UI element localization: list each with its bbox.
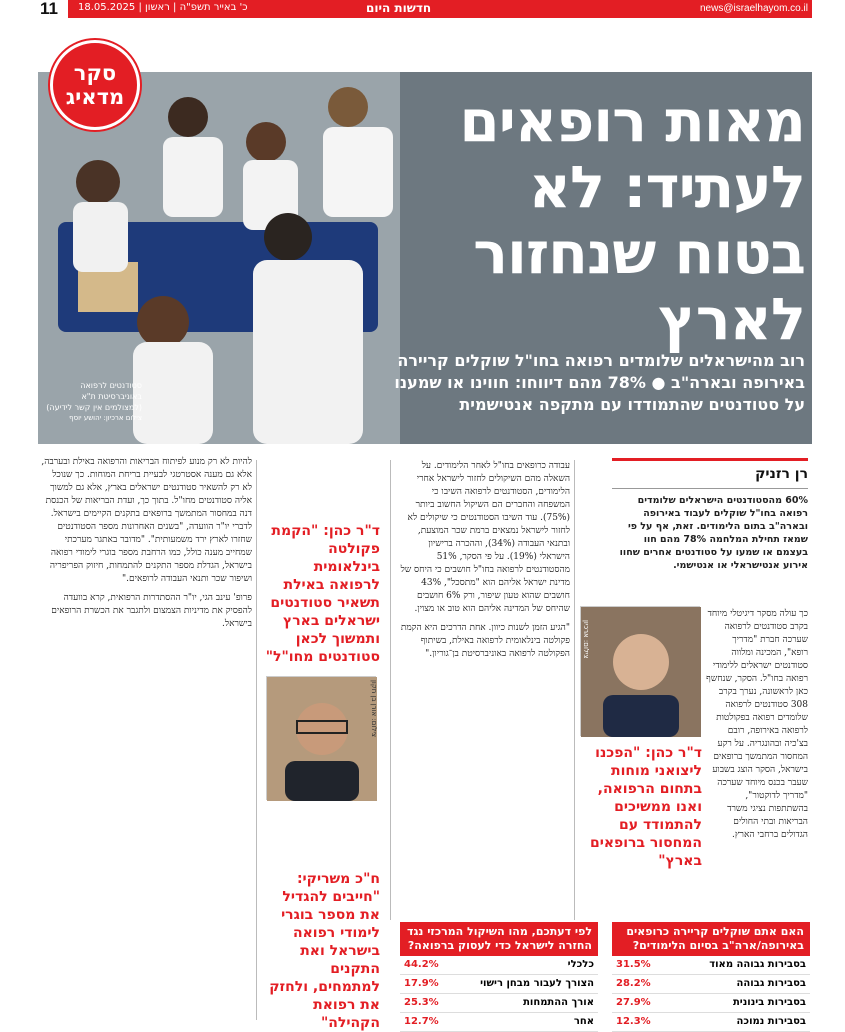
poll-label: בסבירות גבוהה <box>736 978 806 989</box>
cohen-photo <box>580 606 700 736</box>
caption-credit: צילום ארכיון: יהושע יוסף <box>69 414 142 422</box>
body-paragraph: פרופ' עינב הגי, יו"ר ההסתדרות הרפואית, קרא בוועדה להפסיק את מדיניות הצמצום ולתגבר את הכשרת הרופאים בישראל. <box>51 593 252 629</box>
headline: מאות רופאים לעתיד: לא בטוח שנחזור לארץ <box>459 87 805 353</box>
article-column-2 <box>400 460 570 912</box>
pull-quote-cohen <box>580 744 702 870</box>
photo-credit: צילום: ארכיון <box>582 620 590 659</box>
poll-row <box>400 994 598 1013</box>
body-paragraph: "הגיע הזמן לשנות כיוון. אחת הדרכים היא הקמת פקולטה בינלאומית לרפואה באילת, בשיתוף הפקולטה לרפואה באוניברסיטת בן־גוריון." <box>400 623 570 659</box>
quote-speaker: ד"ר כהן: <box>645 745 702 761</box>
poll-row <box>400 975 598 994</box>
poll-row <box>400 1013 598 1032</box>
poll-percent: 17.9% <box>404 978 439 989</box>
poll-percent: 25.3% <box>404 997 439 1008</box>
column-divider <box>390 460 391 920</box>
quote-text: "הפכנו ליצואני מוחות בתחום הרפואה, ואנו ממשיכים להתמודד עם המחסור ברופאים בארץ" <box>589 745 702 869</box>
body-paragraph: להיות לא רק מנוע לפיתוח הבריאות והרפואה באילת ובערבה, אלא גם מענה אסטרטגי לבעיית בריחת המוחות. כך שנוכל לא רק להשאיר סטודנטים ישראלים בארץ, אלא גם למשוך אליה סטודנטים מחו"ל. בתוך כך, ועדת הבריאות של הכנסת דנה במחסור המתמשך ברופאים בתקנים הקיימים בישראל. לדברי יו"ר הוועדה, "בשנים האחרונות מספר הסטודנטים שחזרו לארץ ירד משמעותית". "מדובר באתגר מערכתי שמחייב מענה כולל, כמו הרחבת מספר בוגרי לימודי רפואה בישראל, הגדלת מספר התקנים להתמחות, חיזוק הפריפריה ושיפור שכר ותנאי העבודה לרופאים." <box>41 457 252 584</box>
page-number: 11 <box>40 0 58 18</box>
poll-row <box>400 956 598 975</box>
badge-line1: סקר <box>73 61 117 85</box>
caption-line: סטודנטים לרפואה <box>80 381 142 390</box>
poll-percent: 12.3% <box>616 1016 651 1027</box>
poll-label: בסבירות בינונית <box>732 997 806 1008</box>
lead-paragraph: 60% מהסטודנטים הישראלים שלומדים רפואה בחו"ל שוקלים לעבוד באירופה ובארה"ב בתום הלימודים. זאת, אף על פי שמאז תחילת המלחמה 78% מהם חוו בעצמם או שמעו על סטודנטים אחרים שחוו אירוע אנטישראלי או אנטישמי. <box>619 495 808 571</box>
poll-row <box>612 1013 810 1032</box>
subhead-line: רוב מהישראלים שלומדים רפואה בחו"ל שוקלים קריירה <box>397 351 805 370</box>
badge-line2: מדאיג <box>65 85 125 109</box>
subheadline <box>385 350 805 416</box>
subhead-line: על סטודנטים שהתמודדו עם מתקפה אנטישמית <box>459 395 805 414</box>
poll-row <box>612 994 810 1013</box>
survey-badge <box>50 40 140 130</box>
quote-speaker: ח"כ משריקי: <box>296 871 380 887</box>
quote-text: "חייבים להגדיל את מספר בוגרי לימודי רפואה בישראל ואת התקנים למתמחים, ולחזק את רפואת הקהילה" <box>269 889 380 1031</box>
poll-title: לפי דעתכם, מהו השיקול המרכזי נגד החזרה לישראל כדי לעסוק ברפואה? <box>400 922 598 956</box>
pull-quote-cohen-upper <box>262 522 380 666</box>
photo-caption <box>42 380 142 424</box>
poll-row <box>612 975 810 994</box>
poll-label: אורך ההתמחות <box>523 997 594 1008</box>
poll-label: כלכלי <box>567 959 594 970</box>
column-divider <box>256 460 257 1020</box>
poll-percent: 12.7% <box>404 1016 439 1027</box>
poll-label: הצורך לעבור מבחן רישוי <box>480 978 594 989</box>
author-byline: רן רזניק <box>755 466 808 482</box>
divider <box>612 488 808 489</box>
contact-email[interactable]: news@israelhayom.co.il <box>700 3 808 14</box>
poll-title: האם אתם שוקלים קריירה כרופאים באירופה/ארה"ב בסיום הלימודים? <box>612 922 810 956</box>
caption-line: (למצולמים אין קשר לידיעה) <box>46 403 142 412</box>
body-paragraph: עבודה כרופאים בחו"ל לאחר הלימודים. על השאלה מהם השיקולים לחזור לישראל אחרי הלימודים, הסטודנטים לרפואה השיבו כי המשפחה והחברים הם השיקול החשוב ביותר (75%). עוד השיבו הסטודנטים כי שיקולים לא לחזור לישראל נמצאים ברמת שכר המוצעת, ובתנאי העבודה (34%), וההכרה ברישיון הישראלי (19%). על פי הסקר, 51% מהסטודנטים לרפואה בחו"ל חושבים כי היחס של מדינת ישראל אליהם הוא "מתסכל", 43% חושבים שהוא טעון שיפור, ורק 6% חושבים שהיחס של המדינה אליהם הוא טוב או מצוין. <box>400 461 570 614</box>
poll-label: בסבירות גבוהה מאוד <box>709 959 806 970</box>
article-column-3 <box>40 456 252 1022</box>
section-logo: חדשות היום <box>366 1 432 15</box>
photo-credit: צילום: אורן בן חקון <box>370 680 378 738</box>
poll-label: בסבירות נמוכה <box>736 1016 806 1027</box>
poll-percent: 44.2% <box>404 959 439 970</box>
author-rule <box>612 458 808 461</box>
poll-percent: 31.5% <box>616 959 651 970</box>
poll-label: אחר <box>573 1016 594 1027</box>
quote-text: "הקמת פקולטה בינלאומית לרפואה באילת תשאיר סטודנטים ישראלים בארץ ותמשוך לכאן סטודנטים מחו"ל" <box>265 523 380 665</box>
portrait-icon <box>581 607 701 737</box>
mashriki-photo <box>266 676 376 800</box>
article-column-1 <box>612 494 808 606</box>
column-divider <box>574 460 575 920</box>
portrait-icon <box>267 677 377 801</box>
quote-speaker: ד"ר כהן: <box>323 523 380 539</box>
poll-right <box>612 922 810 1032</box>
issue-date: כ' באייר תשפ"ה | ראשון | 18.05.2025 <box>78 2 248 13</box>
poll-percent: 28.2% <box>616 978 651 989</box>
subhead-line: באירופה ובארה"ב ● 78% מהם דיווחו: חווינו או שמענו <box>394 373 805 392</box>
poll-percent: 27.9% <box>616 997 651 1008</box>
article-column-1-body <box>706 608 808 918</box>
pull-quote-mashriki <box>262 870 380 1032</box>
poll-row <box>612 956 810 975</box>
poll-left <box>400 922 598 1032</box>
body-paragraph: כך עולה מסקר דיגיטלי מיוחד בקרב סטודנטים לרפואה שערכה חברת "מדריך רופא", המכינה ומלווה סטודנטים ישראלים ללימודי רפואה בחו"ל. הסקר, שנחשף כאן לראשונה, נערך בקרב 308 סטודנטים לרפואה שלומדים רפואה בפקולטות לרפואה באירופה, רובם בצ'כיה ובהונגריה. על רקע המחסור המתמשך ברופאים בישראל, הסקר הוצג בשבוע שעבר בכנס מיוחד שערכה "מדריך לדוקטור", בהשתתפות נציגי משרד הבריאות ובתי החולים הגדולים ברחבי הארץ. <box>706 609 808 840</box>
caption-line: באוניברסיטת ת"א <box>81 392 142 401</box>
